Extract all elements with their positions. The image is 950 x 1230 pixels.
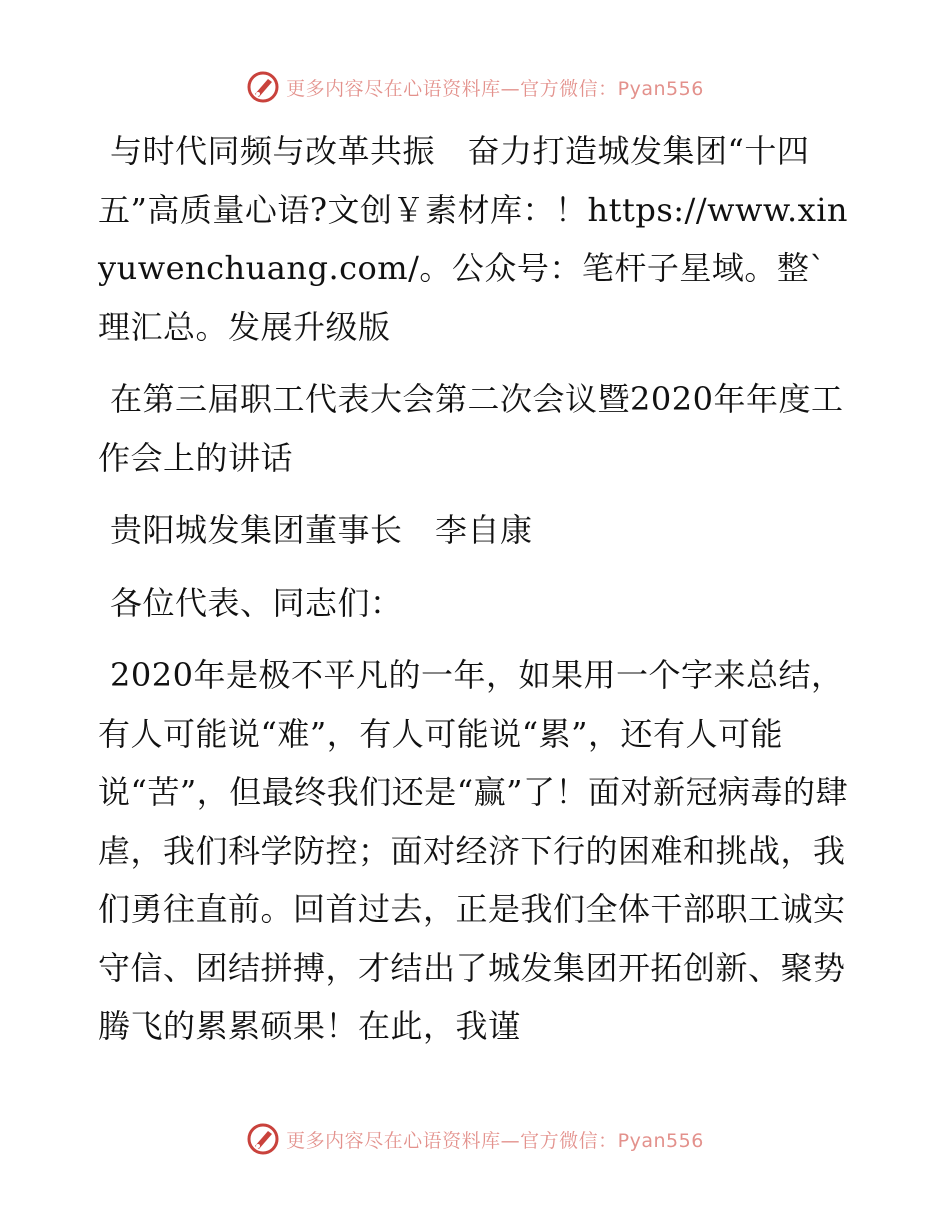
salutation: 各位代表、同志们：: [110, 583, 403, 622]
pen-seal-icon: [246, 70, 280, 104]
watermark-text: 更多内容尽在心语资料库—官方微信：Pyan556: [286, 77, 704, 100]
watermark-text: 更多内容尽在心语资料库—官方微信：Pyan556: [286, 1129, 704, 1152]
footer-watermark: [0, 1122, 950, 1156]
speech-heading: 在第三届职工代表大会第二次会议暨2020年年度工作会上的讲话: [98, 380, 844, 477]
document-body: [98, 122, 850, 1070]
header-watermark: [0, 70, 950, 104]
body-paragraph: 2020年是极不平凡的一年，如果用一个字来总结，有人可能说“难”，有人可能说“累”，还有人可能说“苦”，但最终我们还是“赢”了！面对新冠病毒的肆虐，我们科学防控；面对经济下行的困难和挑战，我们勇往直前。回首过去，正是我们全体干部职工诚实守信、团结拼搏，才结出了城发集团开拓创新、聚势腾飞的累累硕果！在此，我谨: [98, 656, 848, 1045]
speaker-line: 贵阳城发集团董事长 李自康: [110, 511, 533, 549]
document-title: 与时代同频与改革共振 奋力打造城发集团“十四五”高质量心语?文创￥素材库：！https://www.xinyuwenchuang.com/。公众号：笔杆子星域。整`理汇总。发展升级版: [98, 132, 849, 346]
pen-seal-icon: [246, 1122, 280, 1156]
